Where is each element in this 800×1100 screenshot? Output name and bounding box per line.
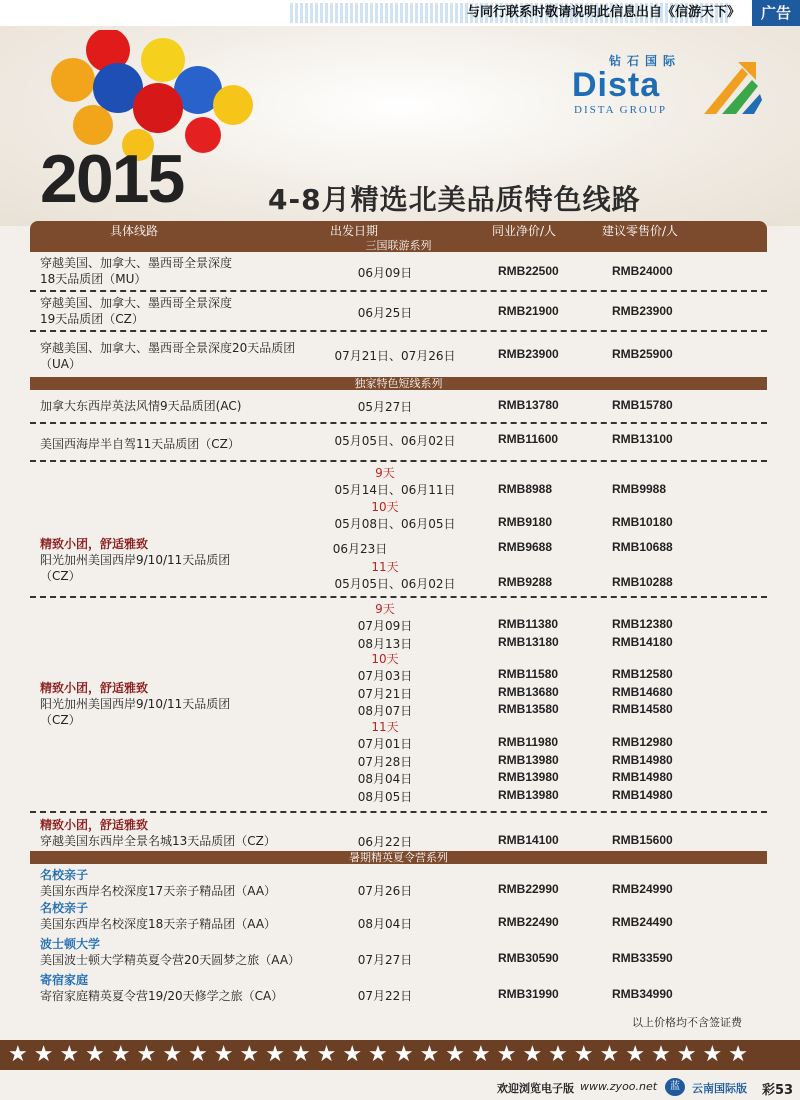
col-retail: 建议零售价/人 — [602, 224, 679, 238]
net-price: RMB13980 — [498, 770, 559, 784]
date-cell: 08月05日 — [357, 790, 413, 804]
footer — [0, 1074, 800, 1100]
route-cell — [40, 972, 283, 1004]
route-line: 穿越美国、加拿大、墨西哥全景深度 — [40, 256, 233, 270]
net-price: RMB13780 — [498, 398, 559, 412]
table-row — [30, 252, 767, 292]
route-cell — [40, 936, 300, 968]
price-note: 以上价格均不含签证费 — [632, 1016, 742, 1029]
year-title: 2015 — [40, 141, 184, 217]
net-price: RMB11580 — [498, 667, 559, 681]
retail-price: RMB12380 — [612, 617, 673, 631]
date-cell: 08月07日 — [357, 704, 413, 718]
date-cell: 08月04日 — [357, 772, 413, 786]
route-line: 穿越美国东西岸全景名城13天品质团（CZ） — [40, 834, 276, 848]
table-row — [30, 292, 767, 332]
days-label: 10天 — [371, 500, 399, 514]
retail-price: RMB24990 — [612, 882, 673, 896]
route-highlight: 名校亲子 — [40, 901, 89, 915]
price-table — [30, 221, 767, 1008]
route-line: 阳光加州美国西岸9/10/11天品质团 — [40, 553, 231, 567]
route-line: 阳光加州美国西岸9/10/11天品质团 — [40, 697, 231, 711]
table-header — [30, 221, 767, 239]
net-price: RMB11600 — [498, 432, 559, 446]
net-price: RMB13980 — [498, 753, 559, 767]
net-price: RMB9688 — [498, 540, 553, 554]
route-highlight: 寄宿家庭 — [40, 973, 89, 987]
route-line: 美国东西岸名校深度17天亲子精品团（AA） — [40, 884, 277, 898]
section-header: 独家特色短线系列 — [30, 377, 767, 390]
net-price: RMB30590 — [498, 951, 559, 965]
retail-price: RMB24490 — [612, 915, 673, 929]
net-price: RMB13580 — [498, 702, 559, 716]
route-line: 穿越美国、加拿大、墨西哥全景深度 — [40, 296, 233, 310]
route-line: 寄宿家庭精英夏令营19/20天修学之旅（CA） — [40, 989, 284, 1003]
retail-price: RMB23900 — [612, 304, 673, 318]
net-price: RMB22990 — [498, 882, 559, 896]
table-row — [30, 332, 767, 377]
route-cell: 美国西海岸半自驾11天品质团（CZ） — [40, 437, 240, 451]
route-highlight: 精致小团，舒适雅致 — [40, 818, 149, 832]
route-highlight: 精致小团，舒适雅致 — [40, 681, 149, 695]
section-header: 暑期精英夏令营系列 — [30, 851, 767, 864]
logo-en-text: Dista — [572, 66, 661, 104]
route-line: 18天品质团（MU） — [40, 272, 147, 286]
retail-price: RMB10288 — [612, 575, 673, 589]
table-row — [30, 424, 767, 462]
route-line: 美国波士顿大学精英夏令营20天圆梦之旅（AA） — [40, 953, 301, 967]
route-cell — [40, 817, 276, 849]
retail-price: RMB34990 — [612, 987, 673, 1001]
net-price: RMB21900 — [498, 304, 559, 318]
headline-title: 4-8月精选北美品质特色线路 — [268, 183, 641, 216]
route-line: （CZ） — [40, 569, 81, 583]
section-header: 三国联游系列 — [30, 239, 767, 252]
col-net: 同业净价/人 — [492, 224, 557, 238]
route-cell — [40, 340, 295, 372]
star-band: ★★★★★★★★★★★★★★★★★★★★★★★★★★★★★ — [0, 1040, 800, 1070]
net-price: RMB9180 — [498, 515, 553, 529]
route-cell — [40, 900, 276, 932]
route-cell — [40, 295, 232, 327]
retail-price: RMB12580 — [612, 667, 673, 681]
table-row — [30, 972, 767, 1008]
date-cell: 05月05日、06月02日 — [334, 434, 456, 448]
net-price: RMB11380 — [498, 617, 559, 631]
top-notice-bar — [0, 0, 800, 26]
days-label: 10天 — [371, 652, 399, 666]
retail-price: RMB15600 — [612, 833, 673, 847]
retail-price: RMB25900 — [612, 347, 673, 361]
date-cell: 07月27日 — [357, 953, 413, 967]
retail-price: RMB10180 — [612, 515, 673, 529]
days-label: 9天 — [375, 602, 395, 616]
route-line: （CZ） — [40, 713, 81, 727]
retail-price: RMB13100 — [612, 432, 673, 446]
route-line: 19天品质团（CZ） — [40, 312, 144, 326]
net-price: RMB31990 — [498, 987, 559, 1001]
net-price: RMB13680 — [498, 685, 559, 699]
retail-price: RMB14580 — [612, 702, 673, 716]
net-price: RMB9288 — [498, 575, 553, 589]
date-cell: 06月22日 — [357, 835, 413, 849]
table-row — [30, 936, 767, 972]
retail-price: RMB9988 — [612, 482, 667, 496]
net-price: RMB13180 — [498, 635, 559, 649]
table-row — [30, 813, 767, 851]
col-date: 出发日期 — [330, 224, 379, 238]
date-cell: 07月21日、07月26日 — [334, 349, 456, 363]
date-cell: 06月09日 — [357, 266, 413, 280]
logo-cn-text: 钻石国际 — [608, 54, 681, 68]
route-cell — [40, 867, 276, 899]
route-highlight: 波士顿大学 — [40, 937, 101, 951]
net-price: RMB14100 — [498, 833, 559, 847]
retail-price: RMB24000 — [612, 264, 673, 278]
route-highlight: 名校亲子 — [40, 868, 89, 882]
net-price: RMB13980 — [498, 788, 559, 802]
date-cell: 07月01日 — [357, 737, 413, 751]
retail-price: RMB12980 — [612, 735, 673, 749]
route-line: 美国东西岸名校深度18天亲子精品团（AA） — [40, 917, 277, 931]
logo-group-text: DISTA GROUP — [574, 104, 667, 116]
route-highlight: 精致小团，舒适雅致 — [40, 537, 149, 551]
route-cell — [40, 536, 230, 584]
page-number: 彩53 — [762, 1083, 794, 1098]
retail-price: RMB14180 — [612, 635, 673, 649]
route-line: （UA） — [40, 357, 81, 371]
date-cell: 07月03日 — [357, 669, 413, 683]
days-label: 11天 — [371, 720, 399, 734]
date-cell: 07月22日 — [357, 989, 413, 1003]
net-price: RMB23900 — [498, 347, 559, 361]
retail-price: RMB14680 — [612, 685, 673, 699]
date-cell: 07月26日 — [357, 884, 413, 898]
retail-price: RMB15780 — [612, 398, 673, 412]
table-row — [30, 900, 767, 936]
retail-price: RMB14980 — [612, 770, 673, 784]
route-cell — [40, 680, 230, 728]
footer-site-link[interactable]: www.zyoo.net — [580, 1080, 658, 1093]
days-label: 11天 — [371, 560, 399, 574]
days-label: 9天 — [375, 466, 395, 480]
group-row — [30, 462, 767, 598]
group-row — [30, 598, 767, 813]
retail-price: RMB14980 — [612, 788, 673, 802]
route-cell: 加拿大东西岸英法风情9天品质团(AC) — [40, 399, 242, 413]
net-price: RMB11980 — [498, 735, 559, 749]
route-line: 穿越美国、加拿大、墨西哥全景深度20天品质团 — [40, 341, 296, 355]
date-cell: 05月05日、06月02日 — [334, 577, 456, 591]
logo-arrow-icon — [702, 58, 764, 116]
net-price: RMB22500 — [498, 264, 559, 278]
retail-price: RMB14980 — [612, 753, 673, 767]
retail-price: RMB33590 — [612, 951, 673, 965]
date-cell: 05月08日、06月05日 — [334, 517, 456, 531]
ad-tag: 广告 — [752, 0, 800, 26]
date-cell: 05月14日、06月11日 — [334, 483, 456, 497]
footer-browse: 欢迎浏览电子版 — [497, 1082, 574, 1095]
table-row — [30, 864, 767, 900]
net-price: RMB8988 — [498, 482, 553, 496]
net-price: RMB22490 — [498, 915, 559, 929]
col-route: 具体线路 — [110, 224, 159, 238]
retail-price: RMB10688 — [612, 540, 673, 554]
footer-edition: 云南国际版 — [692, 1082, 747, 1095]
date-cell: 07月09日 — [357, 619, 413, 633]
date-cell: 07月21日 — [357, 687, 413, 701]
dista-logo — [570, 52, 770, 122]
date-cell: 07月28日 — [357, 755, 413, 769]
notice-text: 与同行联系时敬请说明此信息出自《信游天下》 — [466, 5, 740, 20]
date-cell: 08月13日 — [357, 637, 413, 651]
date-cell: 06月25日 — [357, 306, 413, 320]
footer-badge-icon: 蓝 — [665, 1078, 685, 1096]
table-row — [30, 390, 767, 424]
date-cell: 08月04日 — [357, 917, 413, 931]
date-cell: 05月27日 — [357, 400, 413, 414]
date-cell: 06月23日 — [332, 542, 388, 556]
route-cell — [40, 255, 232, 287]
